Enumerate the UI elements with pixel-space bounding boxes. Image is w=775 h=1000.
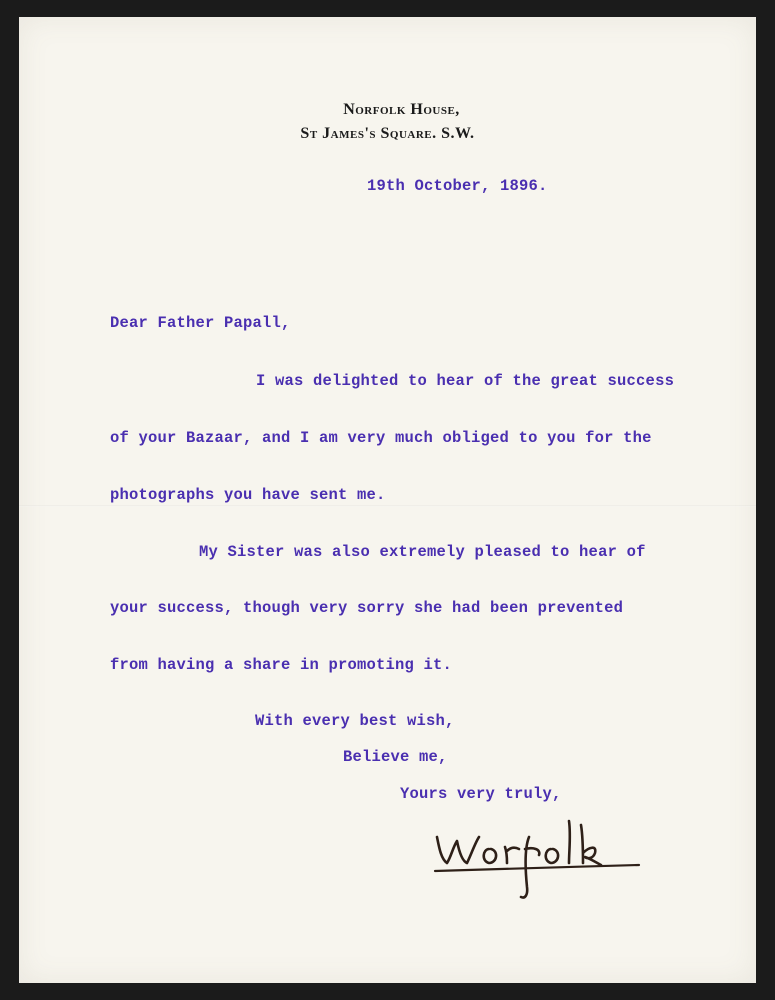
signature [429,807,659,907]
letter-sheet [19,17,756,983]
closing-line-2: Believe me, [343,748,448,766]
body-line-2: of your Bazaar, and I am very much obliged to you for the [110,429,652,447]
letter-date: 19th October, 1896. [367,177,548,195]
body-line-4: My Sister was also extremely pleased to hear of [199,543,646,561]
body-line-6: from having a share in promoting it. [110,656,453,674]
salutation: Dear Father Papall, [110,314,291,332]
body-line-5: your success, though very sorry she had been prevented [110,599,624,617]
body-line-1: I was delighted to hear of the great success [256,372,675,390]
paper-fold [19,505,756,507]
signature-handwriting-icon [429,807,659,907]
closing-line-3: Yours very truly, [400,785,562,803]
letterhead-line-1: Norfolk House, [343,101,460,118]
closing-line-1: With every best wish, [255,712,455,730]
letterhead-line-2: St James's Square. S.W. [300,125,475,142]
body-line-3: photographs you have sent me. [110,486,386,504]
